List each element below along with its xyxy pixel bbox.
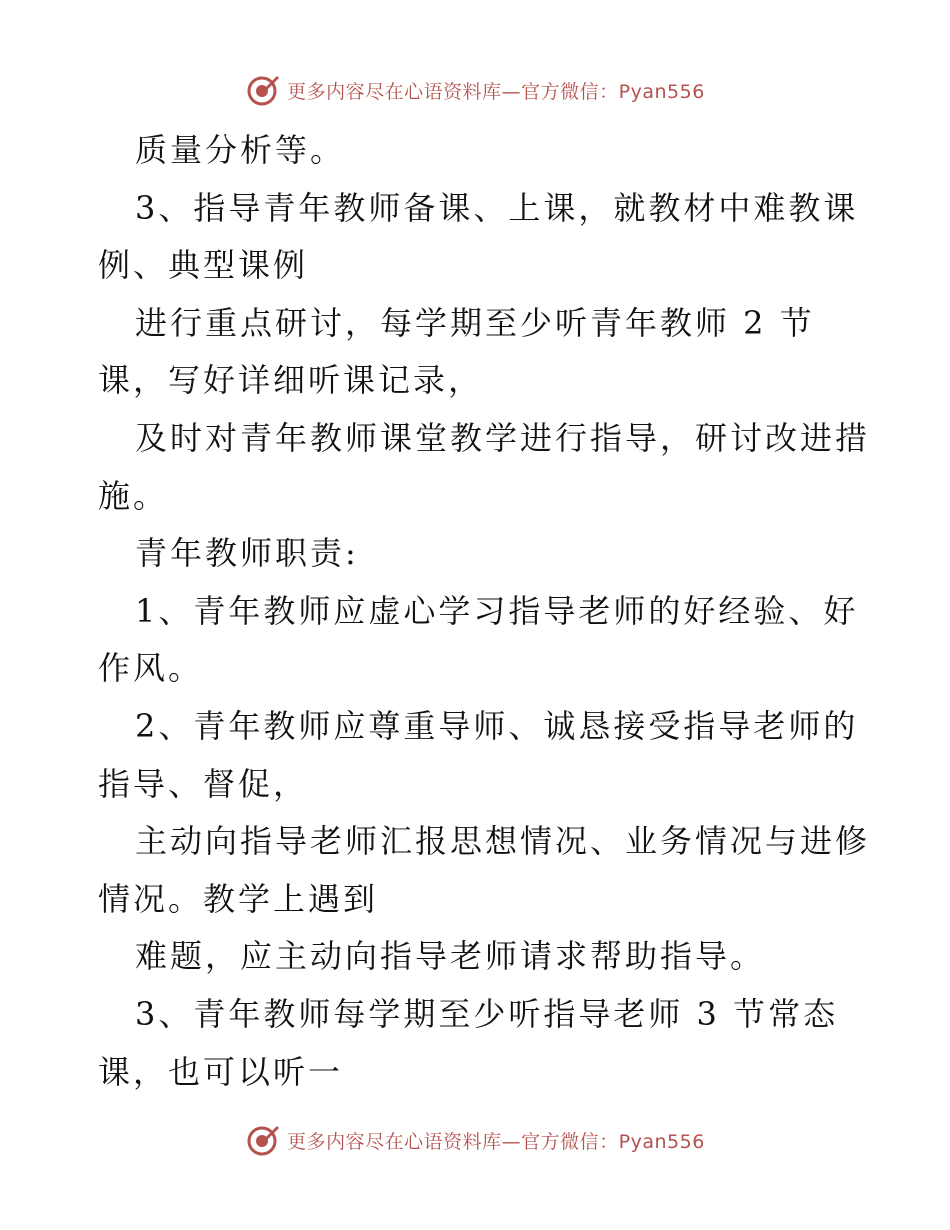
text-line: 难题，应主动向指导老师请求帮助指导。 xyxy=(135,937,766,976)
pen-logo-icon xyxy=(245,72,281,108)
text-line: 进行重点研讨，每学期至少听青年教师 2 节 xyxy=(135,303,815,342)
text-line: 作风。 xyxy=(98,649,204,688)
text-line: 例、典型课例 xyxy=(98,246,309,285)
text-line: 课，写好详细听课记录， xyxy=(98,361,484,400)
text-line: 2、青年教师应尊重导师、诚恳接受指导老师的 xyxy=(135,706,859,745)
text-line: 质量分析等。 xyxy=(135,131,346,169)
header-banner-text: 更多内容尽在心语资料库—官方微信：Pyan556 xyxy=(287,80,705,103)
text-line: 情况。教学上遇到 xyxy=(98,879,379,918)
document-body xyxy=(98,122,871,1101)
text-line: 青年教师职责: xyxy=(135,534,359,573)
text-line: 主动向指导老师汇报思想情况、业务情况与进修 xyxy=(135,822,871,861)
text-line: 施。 xyxy=(98,476,169,515)
footer-banner xyxy=(0,1120,950,1160)
text-line: 3、青年教师每学期至少听指导老师 3 节常态 xyxy=(135,994,839,1033)
text-line: 3、指导青年教师备课、上课，就教材中难教课 xyxy=(135,188,859,227)
text-line: 1、青年教师应虚心学习指导老师的好经验、好 xyxy=(135,591,859,630)
header-banner xyxy=(0,70,950,110)
pen-logo-icon xyxy=(245,1122,281,1158)
text-line: 指导、督促， xyxy=(98,764,309,803)
text-line: 课，也可以听一 xyxy=(98,1052,344,1091)
text-line: 及时对青年教师课堂教学进行指导，研讨改进措 xyxy=(135,418,871,457)
footer-banner-text: 更多内容尽在心语资料库—官方微信：Pyan556 xyxy=(287,1130,705,1153)
